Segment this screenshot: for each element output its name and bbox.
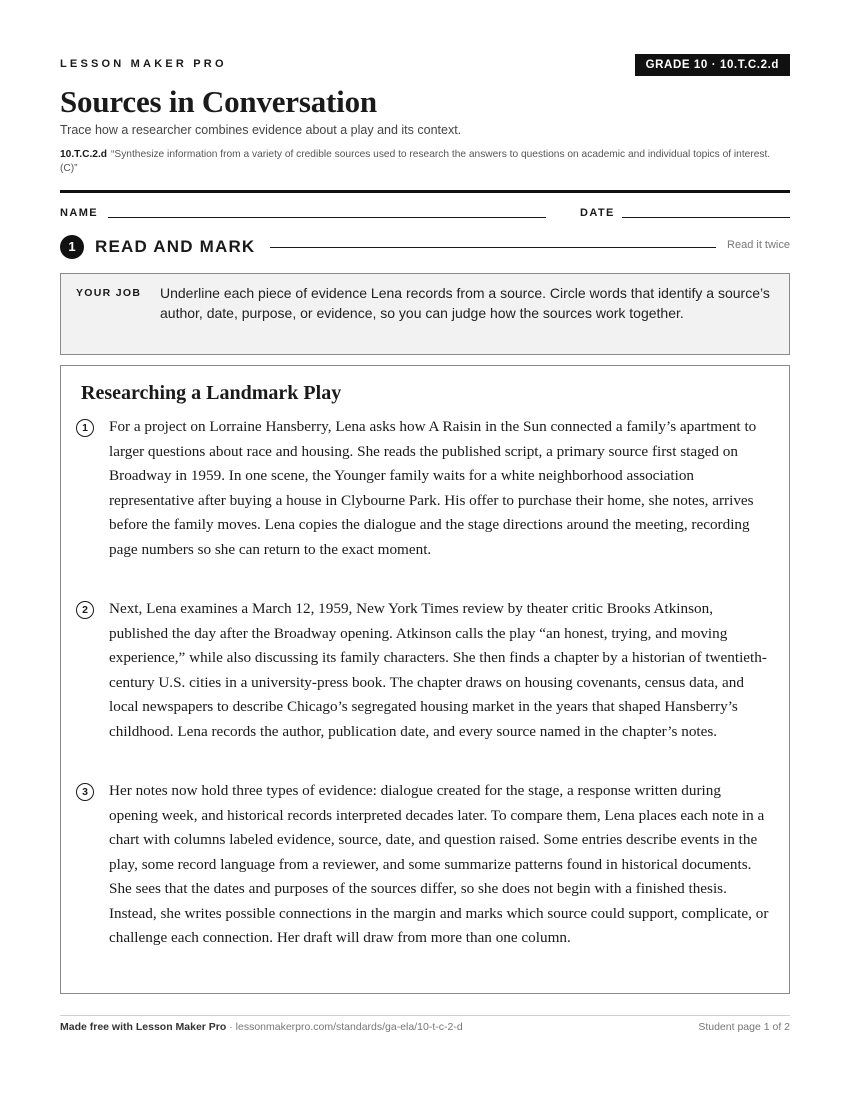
footer-url[interactable]: · lessonmakerpro.com/standards/ga-ela/10-t-c-2-d (226, 1021, 463, 1033)
reading-passage (60, 365, 790, 994)
paragraph-number: 3 (76, 783, 94, 801)
page-title: Sources in Conversation (60, 84, 377, 119)
standard-description (60, 148, 790, 176)
section-divider (270, 247, 716, 248)
footer-page-number: Student page 1 of 2 (698, 1021, 790, 1033)
grade-badge: GRADE 10 · 10.T.C.2.d (635, 54, 790, 76)
header-divider (60, 190, 790, 193)
section-read-and-mark (60, 234, 790, 258)
section-number-badge: 1 (60, 235, 84, 259)
passage-paragraph: Her notes now hold three types of evidence: dialogue created for the stage, a response written during opening week, and historical records interpreted decades later. To compare them, Lena places each note in a chart with columns labeled evidence, source, date, and question raised. Some entries describe events in the play, some record language from a reviewer, and some summarize patterns found in historical documents. She sees that the dates and purposes of the sources differ, so she does not begin with a finished thesis. Instead, she writes possible connections in the margin and marks which source could support, complicate, or challenge each connection. Her draft will draw from more than one column. (109, 782, 769, 946)
footer-divider (60, 1015, 790, 1016)
standard-text: “Synthesize information from a variety of credible sources used to research the answers to questions on academic and individual topics of interest. (C)” (60, 149, 771, 174)
passage-paragraph: Next, Lena examines a March 12, 1959, New York Times review by theater critic Brooks Atkinson, published the day after the Broadway opening. Atkinson calls the play “an honest, trying, and moving experience,” while also discussing its family characters. She then finds a chapter by a historian of twentieth-century U.S. cities in a university-press book. The chapter draws on housing covenants, census data, and local newspapers to describe Chicago’s segregated housing market in the years that shaped Hansberry’s childhood. Lena records the author, publication date, and every source named in the chapter’s notes. (109, 600, 767, 740)
name-field-line[interactable] (108, 217, 546, 218)
section-title: READ AND MARK (95, 237, 256, 256)
standard-code: 10.T.C.2.d (60, 149, 107, 160)
brand-name: LESSON MAKER PRO (60, 58, 227, 70)
page-header (60, 54, 790, 80)
your-job-text: Underline each piece of evidence Lena records from a source. Circle words that identify a source’s author, date, purpose, or evidence, so you can judge how the sources work together. (160, 285, 770, 321)
passage-title: Researching a Landmark Play (81, 382, 342, 404)
section-note: Read it twice (727, 239, 790, 251)
your-job-box (60, 273, 790, 355)
your-job-label: YOUR JOB (76, 287, 142, 299)
footer-credit (60, 1021, 463, 1033)
date-label: DATE (580, 207, 615, 219)
page-subtitle: Trace how a researcher combines evidence about a play and its context. (60, 123, 462, 137)
name-label: NAME (60, 207, 98, 219)
paragraph-number: 2 (76, 601, 94, 619)
date-field-line[interactable] (622, 217, 790, 218)
passage-paragraph: For a project on Lorraine Hansberry, Lena asks how A Raisin in the Sun connected a family’s apartment to larger questions about race and housing. She reads the published script, a primary source first staged on Broadway in 1959. In one scene, the Younger family waits for a white neighborhood association representative after buying a house in Clybourne Park. His offer to purchase their home, she notes, arrives before the family moves. Lena copies the dialogue and the stage directions around the meeting, recording page numbers so she can return to the exact moment. (109, 418, 757, 558)
footer-made-by: Made free with Lesson Maker Pro (60, 1021, 227, 1033)
paragraph-number: 1 (76, 419, 94, 437)
name-date-row (60, 205, 790, 221)
